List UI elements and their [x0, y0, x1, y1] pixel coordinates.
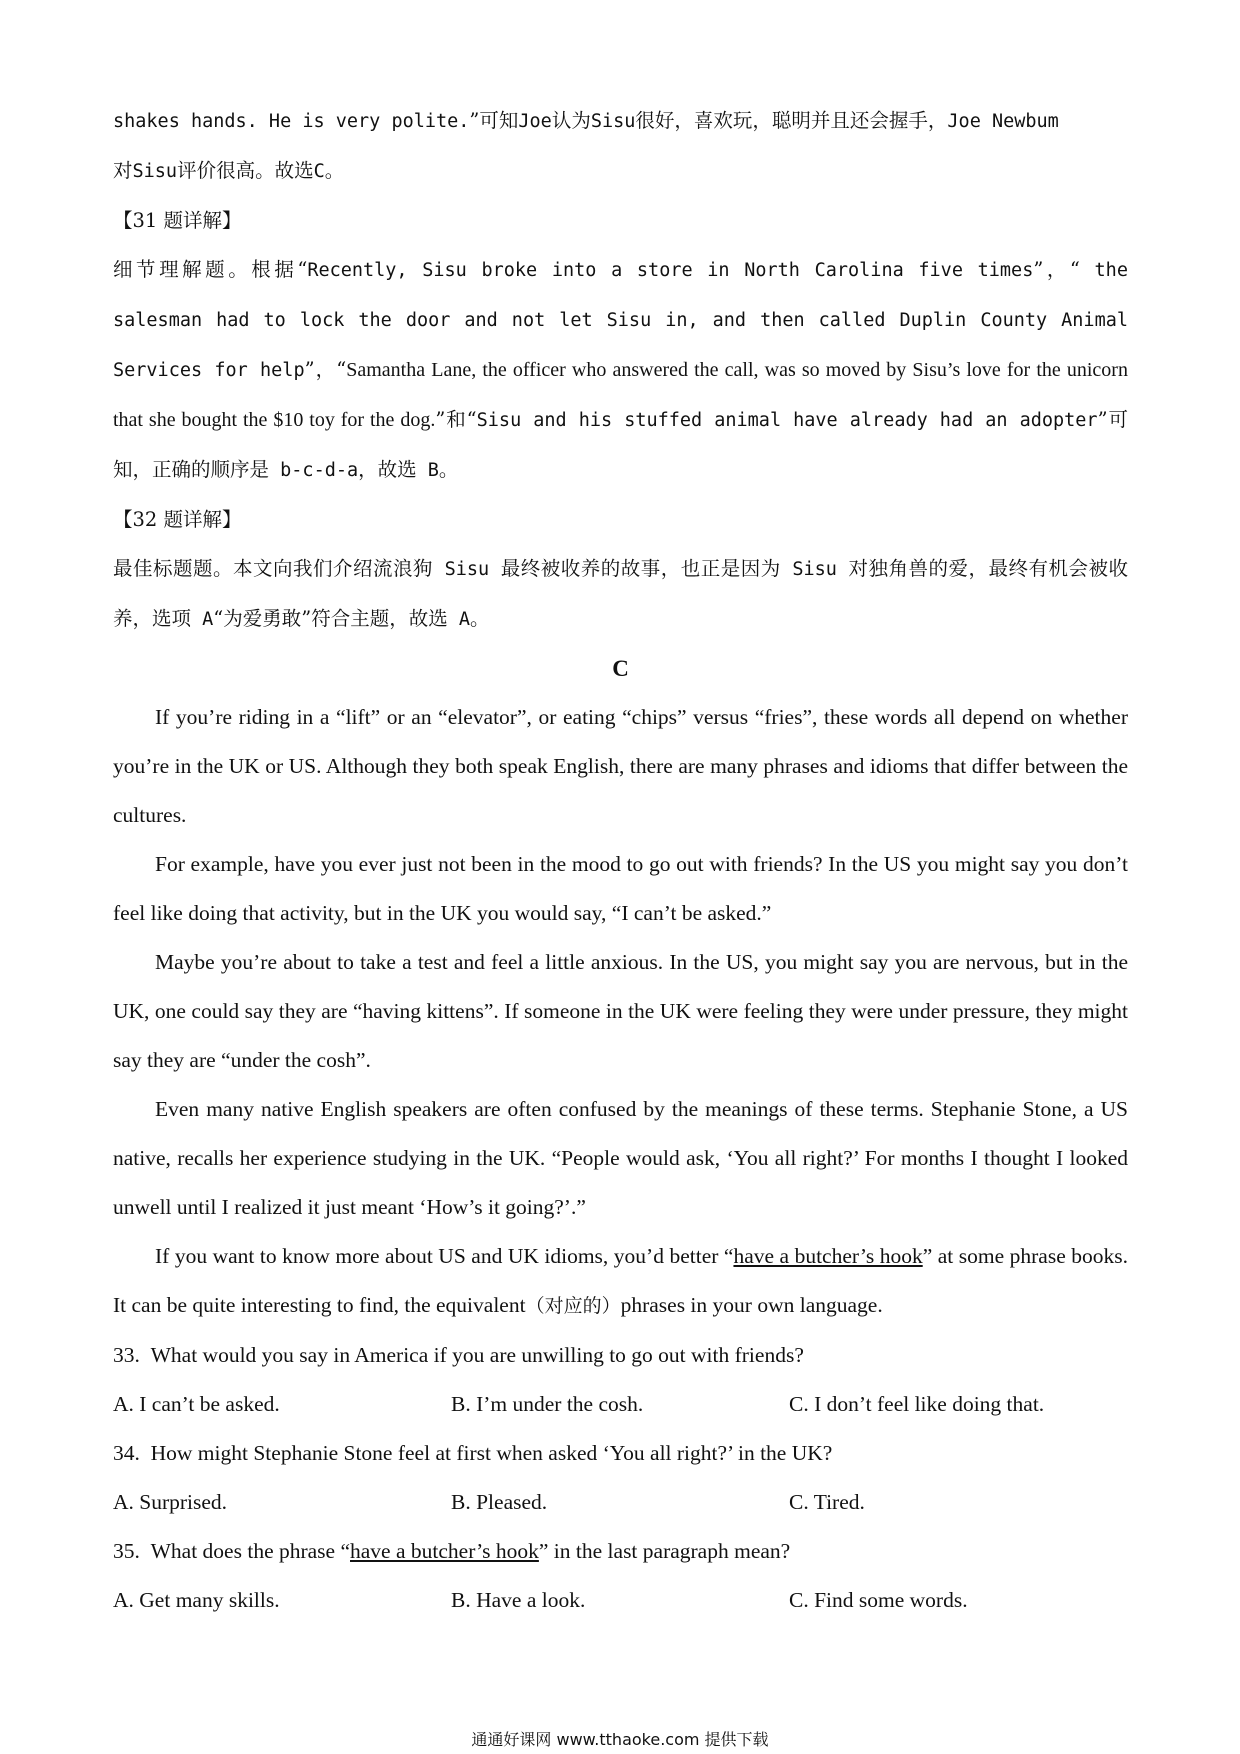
- cn-text: 。: [324, 159, 345, 182]
- underlined-phrase: have a butcher’s hook: [350, 1539, 539, 1563]
- cn-text: 最佳标题题。本文向我们介绍流浪狗: [113, 557, 433, 580]
- underlined-phrase: have a butcher’s hook: [733, 1244, 923, 1268]
- cn-text: 认为: [551, 109, 591, 132]
- name-text: Joe Newbum: [947, 111, 1059, 132]
- passage-paragraph-1: If you’re riding in a “lift” or an “elevator”, or eating “chips” versus “fries”, these words all depend on whether you’re in the UK or US. Although they both speak English, there are many phrases and idioms that differ between the cultures.: [113, 705, 1128, 827]
- question-number: 34.: [113, 1441, 140, 1465]
- option-a[interactable]: A. Get many skills.: [113, 1588, 280, 1612]
- question-33-options: [113, 1380, 1128, 1429]
- name-text: Sisu: [132, 161, 178, 182]
- question-text: What would you say in America if you are unwilling to go out with friends?: [150, 1343, 804, 1367]
- passage-paragraph-3: Maybe you’re about to take a test and feel a little anxious. In the US, you might say you are nervous, but in the UK, one could say they are “having kittens”. If someone in the UK were feeling they were under pressure, they might say they are “under the cosh”.: [113, 950, 1128, 1072]
- quote-text: Recently, Sisu broke into a store in North Carolina five times: [307, 260, 1034, 281]
- cn-text: 。: [470, 607, 490, 630]
- answer-letter: B: [416, 460, 439, 481]
- cn-text: 最终被收养的故事，也正是因为: [500, 557, 781, 580]
- question-number: 35.: [113, 1539, 140, 1563]
- cn-text: “为爱勇敢”符合主题，故选: [213, 607, 448, 630]
- quote-text: Samantha Lane, the officer who answered the call, was so moved by Sisu’s love for the unicorn that she bought the $10 toy for the dog.: [113, 359, 1128, 431]
- cn-text: 细节理解题。根据“: [113, 258, 308, 281]
- cn-text: 。: [438, 458, 459, 481]
- document-page: [113, 96, 1128, 1625]
- question-text: How might Stephanie Stone feel at first when asked ‘You all right?’ in the UK?: [150, 1441, 833, 1465]
- quote-text: the salesman had to lock the door and not let Sisu in, and then called Duplin County Animal Services for help: [113, 260, 1128, 381]
- name-text: Sisu: [432, 559, 501, 580]
- question-34: [113, 1429, 1128, 1478]
- quote-text: shakes hands. He is very polite.: [113, 111, 470, 132]
- passage-paragraph-2: For example, have you ever just not been in the mood to go out with friends? In the US you might say you don’t feel like doing that activity, but in the UK you would say, “I can’t be asked.”: [113, 852, 1128, 925]
- order-text: b-c-d-a: [269, 460, 359, 481]
- name-text: Joe: [518, 111, 552, 132]
- question-text: ” in the last paragraph mean?: [538, 1539, 791, 1563]
- answer-letter: C: [313, 161, 325, 182]
- option-b[interactable]: B. I’m under the cosh.: [451, 1392, 644, 1416]
- quote-text: Sisu and his stuffed animal have already had an adopter: [476, 410, 1098, 431]
- intro-paragraph: [113, 96, 1128, 196]
- name-text: Sisu: [590, 111, 636, 132]
- q32-header: 【32 题详解】: [113, 508, 242, 531]
- passage-paragraph-5: [113, 1232, 1128, 1331]
- question-33: [113, 1331, 1128, 1380]
- question-35-options: [113, 1576, 1128, 1625]
- question-34-options: [113, 1478, 1128, 1527]
- answer-letter: A: [447, 609, 471, 630]
- cn-text: 对: [113, 159, 133, 182]
- option-c[interactable]: C. Find some words.: [789, 1588, 968, 1612]
- cn-text: ”和“: [435, 408, 477, 431]
- q31-header: 【31 题详解】: [113, 209, 242, 232]
- name-text: Sisu: [780, 559, 849, 580]
- cn-text: ”，“: [304, 358, 347, 381]
- q31-explanation: [113, 245, 1128, 495]
- cn-gloss: （对应的）: [525, 1295, 621, 1317]
- text: phrases in your own language.: [620, 1293, 883, 1317]
- text: If you want to know more about US and UK idioms, you’d better “: [155, 1244, 734, 1268]
- cn-text: ，故选: [358, 458, 417, 481]
- cn-text: 很好，喜欢玩，聪明并且还会握手，: [635, 109, 948, 132]
- question-text: What does the phrase “: [150, 1539, 351, 1563]
- cn-text: ”可知，正确的顺序是: [113, 408, 1128, 481]
- page-footer: 通通好课网 www.tthaoke.com 提供下载: [471, 1730, 769, 1749]
- question-35: [113, 1527, 1128, 1576]
- question-number: 33.: [113, 1343, 140, 1367]
- section-title: C: [612, 656, 629, 681]
- q32-explanation: [113, 544, 1128, 644]
- answer-letter: A: [191, 609, 214, 630]
- cn-text: 评价很高。故选: [177, 159, 314, 182]
- option-b[interactable]: B. Pleased.: [451, 1490, 548, 1514]
- option-a[interactable]: A. Surprised.: [113, 1490, 228, 1514]
- text: ” at some phrase books. It can be quite interesting to find, the equivalent: [113, 1244, 1128, 1317]
- option-c[interactable]: C. I don’t feel like doing that.: [789, 1392, 1045, 1416]
- cn-text: ”，“: [1033, 258, 1080, 281]
- option-a[interactable]: A. I can’t be asked.: [113, 1392, 280, 1416]
- cn-text: ”可知: [469, 109, 519, 132]
- cn-text: 对独角兽的爱，最终有机会被收养，选项: [113, 557, 1128, 630]
- option-b[interactable]: B. Have a look.: [451, 1588, 586, 1612]
- option-c[interactable]: C. Tired.: [789, 1490, 865, 1514]
- passage-paragraph-4: Even many native English speakers are often confused by the meanings of these terms. Stephanie Stone, a US native, recalls her experience studying in the UK. “People would ask, ‘You all right?’ For months I thought I looked unwell until I realized it just meant ‘How’s it going?’.”: [113, 1097, 1128, 1219]
